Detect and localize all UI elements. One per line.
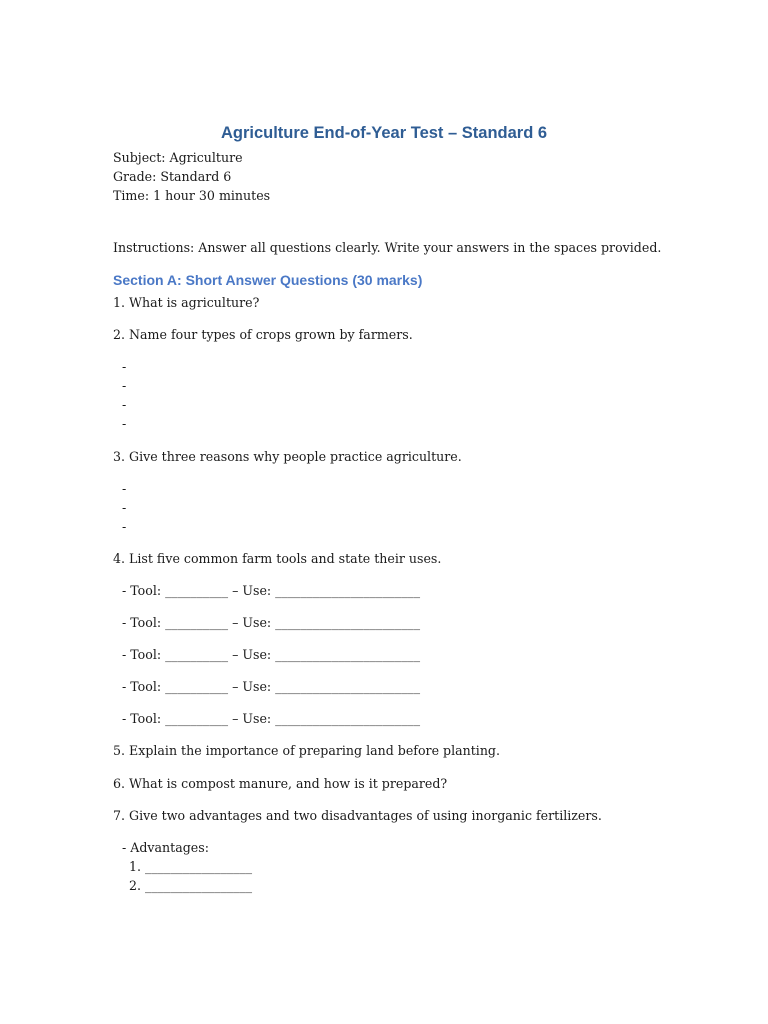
instructions-text: Instructions: Answer all questions clearly. Write your answers in the spaces provided. (113, 240, 662, 255)
question-2: 2. Name four types of crops grown by farmers. (113, 327, 413, 342)
answer-bullet: - (122, 378, 127, 393)
answer-bullet: - (122, 519, 127, 534)
tool-use-line: - Tool: __________ – Use: _______________________ (122, 647, 420, 662)
advantage-line-2: 2. _________________ (129, 878, 253, 893)
answer-bullet: - (122, 397, 127, 412)
tool-use-line: - Tool: __________ – Use: _______________________ (122, 679, 420, 694)
question-6: 6. What is compost manure, and how is it prepared? (113, 776, 448, 791)
page-title: Agriculture End-of-Year Test – Standard 6 (220, 124, 548, 142)
advantages-label: - Advantages: (122, 840, 209, 855)
question-5: 5. Explain the importance of preparing land before planting. (113, 743, 500, 758)
answer-bullet: - (122, 416, 127, 431)
answer-bullet: - (122, 481, 127, 496)
section-a-heading: Section A: Short Answer Questions (30 marks) (113, 272, 423, 288)
question-3: 3. Give three reasons why people practice agriculture. (113, 449, 462, 464)
answer-bullet: - (122, 359, 127, 374)
question-7: 7. Give two advantages and two disadvantages of using inorganic fertilizers. (113, 808, 602, 823)
tool-use-line: - Tool: __________ – Use: _______________________ (122, 583, 420, 598)
grade-line: Grade: Standard 6 (113, 169, 232, 184)
advantage-line-1: 1. _________________ (129, 859, 253, 874)
time-line: Time: 1 hour 30 minutes (113, 188, 271, 203)
question-4: 4. List five common farm tools and state their uses. (113, 551, 442, 566)
tool-use-line: - Tool: __________ – Use: _______________________ (122, 615, 420, 630)
answer-bullet: - (122, 500, 127, 515)
subject-line: Subject: Agriculture (113, 150, 243, 165)
tool-use-line: - Tool: __________ – Use: _______________________ (122, 711, 420, 726)
question-1: 1. What is agriculture? (113, 295, 260, 310)
